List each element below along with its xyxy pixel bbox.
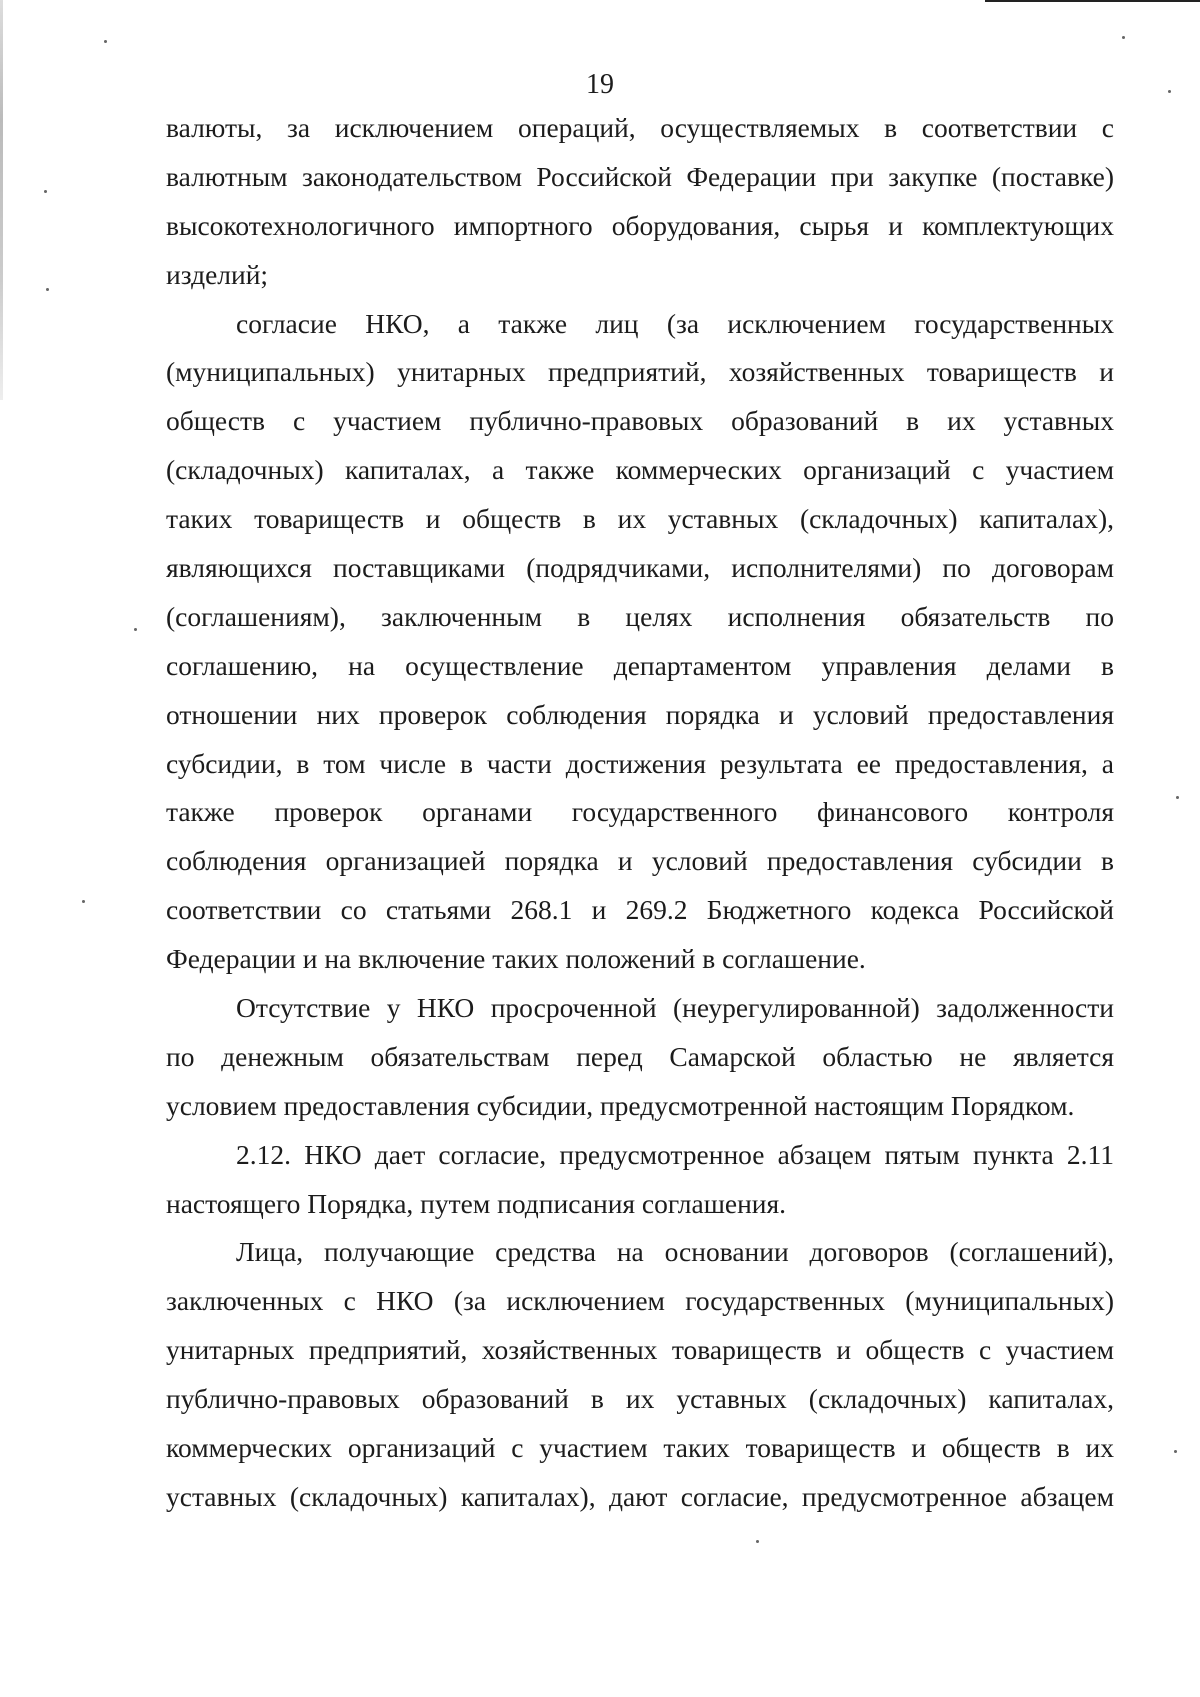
text-line: (складочных) капиталах, а также коммерческих организаций с участием bbox=[166, 454, 1114, 486]
scan-speck bbox=[1174, 1450, 1177, 1453]
text-line: отношении них проверок соблюдения порядка и условий предоставления bbox=[166, 698, 1114, 730]
text-line: являющихся поставщиками (подрядчиками, исполнителями) по договорам bbox=[166, 552, 1114, 584]
text-line: высокотехнологичного импортного оборудования, сырья и комплектующих bbox=[166, 209, 1114, 241]
text-line: коммерческих организаций с участием таких товариществ и обществ в их bbox=[166, 1432, 1114, 1464]
scan-speck bbox=[756, 1540, 759, 1543]
text-line: (соглашениям), заключенным в целях исполнения обязательств по bbox=[166, 600, 1114, 632]
scan-speck bbox=[82, 900, 85, 903]
text-line: соглашению, на осуществление департаментом управления делами в bbox=[166, 649, 1114, 681]
text-line: соответствии со статьями 268.1 и 269.2 Бюджетного кодекса Российской bbox=[166, 894, 1114, 926]
text-line: уставных (складочных) капиталах), дают согласие, предусмотренное абзацем bbox=[166, 1480, 1114, 1512]
text-line: валюты, за исключением операций, осуществляемых в соответствии с bbox=[166, 112, 1114, 143]
text-line: Федерации и на включение таких положений в соглашение. bbox=[166, 943, 866, 975]
text-line: условием предоставления субсидии, предусмотренной настоящим Порядком. bbox=[166, 1089, 1075, 1121]
left-scan-edge bbox=[0, 0, 3, 400]
text-line: (муниципальных) унитарных предприятий, хозяйственных товариществ и bbox=[166, 356, 1114, 388]
body-text bbox=[166, 104, 1114, 1522]
paragraph-first-line: Лица, получающие средства на основании договоров (соглашений), bbox=[236, 1236, 1114, 1268]
scan-speck bbox=[44, 190, 47, 193]
top-edge-rule bbox=[985, 0, 1200, 2]
text-line: таких товариществ и обществ в их уставных (складочных) капиталах), bbox=[166, 503, 1114, 535]
page-number: 19 bbox=[586, 69, 614, 100]
scan-speck bbox=[1122, 36, 1125, 39]
paragraph-first-line: согласие НКО, а также лиц (за исключением государственных bbox=[236, 307, 1114, 339]
text-line: также проверок органами государственного финансового контроля bbox=[166, 796, 1114, 828]
text-line: соблюдения организацией порядка и условий предоставления субсидии в bbox=[166, 845, 1114, 877]
text-line: изделий; bbox=[166, 258, 269, 290]
paragraph-first-line: 2.12. НКО дает согласие, предусмотренное абзацем пятым пункта 2.11 bbox=[236, 1138, 1114, 1170]
text-line: по денежным обязательствам перед Самарской областью не является bbox=[166, 1040, 1114, 1072]
text-line: валютным законодательством Российской Федерации при закупке (поставке) bbox=[166, 160, 1114, 192]
text-line: субсидии, в том числе в части достижения результата ее предоставления, а bbox=[166, 747, 1114, 779]
scan-speck bbox=[1176, 796, 1179, 799]
text-line: заключенных с НКО (за исключением государственных (муниципальных) bbox=[166, 1285, 1114, 1317]
text-line: настоящего Порядка, путем подписания соглашения. bbox=[166, 1187, 787, 1219]
text-line: унитарных предприятий, хозяйственных товариществ и обществ с участием bbox=[166, 1334, 1114, 1366]
scan-speck bbox=[46, 288, 49, 291]
text-line: публично-правовых образований в их уставных (складочных) капиталах, bbox=[166, 1383, 1114, 1415]
scan-speck bbox=[1168, 90, 1171, 93]
scan-speck bbox=[104, 40, 107, 43]
scan-speck bbox=[134, 628, 137, 631]
paragraph-first-line: Отсутствие у НКО просроченной (неурегулированной) задолженности bbox=[236, 992, 1114, 1024]
text-line: обществ с участием публично-правовых образований в их уставных bbox=[166, 405, 1114, 437]
